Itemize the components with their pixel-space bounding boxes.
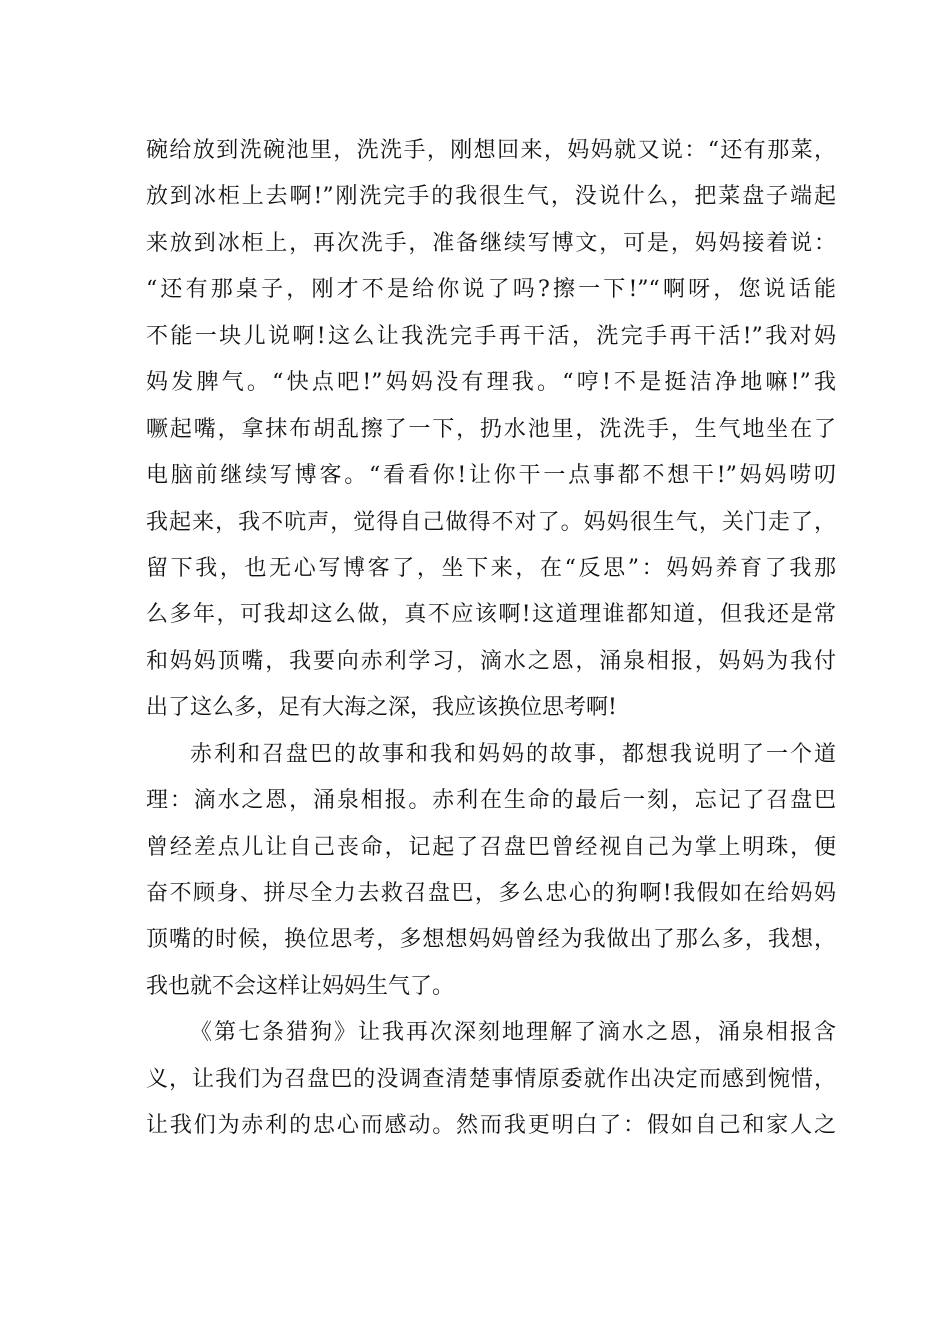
text-line: 留下我，也无心写博客了，坐下来，在“反思”：妈妈养育了我那 [146, 555, 836, 581]
text-line: 电脑前继续写博客。“看看你!让你干一点事都不想干!”妈妈唠叨 [146, 463, 836, 489]
text-line: 不能一块儿说啊!这么让我洗完手再干活，洗完手再干活!”我对妈 [146, 323, 836, 349]
text-line: 么多年，可我却这么做，真不应该啊!这道理谁都知道，但我还是常 [146, 602, 836, 628]
text-line: 《第七条猎狗》让我再次深刻地理解了滴水之恩，涌泉相报含 [190, 1020, 836, 1046]
text-line: 和妈妈顶嘴，我要向赤利学习，滴水之恩，涌泉相报，妈妈为我付 [146, 648, 836, 674]
text-line: 赤利和召盘巴的故事和我和妈妈的故事，都想我说明了一个道 [190, 741, 836, 767]
text-line: 妈发脾气。“快点吧!”妈妈没有理我。“哼!不是挺洁净地嘛!”我 [146, 370, 836, 396]
text-line: 我起来，我不吭声，觉得自己做得不对了。妈妈很生气，关门走了， [146, 509, 836, 535]
body-text [146, 128, 836, 1150]
text-line: 奋不顾身、拼尽全力去救召盘巴，多么忠心的狗啊!我假如在给妈妈 [146, 881, 836, 906]
paragraph-1 [146, 128, 836, 732]
text-line: 噘起嘴，拿抹布胡乱擦了一下，扔水池里，洗洗手，生气地坐在了 [146, 416, 836, 442]
text-line: 碗给放到洗碗池里，洗洗手，刚想回来，妈妈就又说：“还有那菜， [146, 138, 836, 163]
text-line: “还有那桌子，刚才不是给你说了吗?擦一下!”“啊呀，您说话能 [146, 277, 836, 303]
paragraph-3 [146, 1010, 836, 1149]
text-line: 我也就不会这样让妈妈生气了。 [146, 973, 455, 999]
text-line: 放到冰柜上去啊!”刚洗完手的我很生气，没说什么，把菜盘子端起 [146, 184, 836, 210]
text-line: 让我们为赤利的忠心而感动。然而我更明白了：假如自己和家人之 [146, 1113, 836, 1139]
text-line: 顶嘴的时候，换位思考，多想想妈妈曾经为我做出了那么多，我想， [146, 927, 836, 953]
text-line: 义，让我们为召盘巴的没调查清楚事情原委就作出决定而感到惋惜， [146, 1066, 836, 1092]
text-line: 出了这么多，足有大海之深，我应该换位思考啊! [146, 695, 617, 721]
text-line: 来放到冰柜上，再次洗手，准备继续写博文，可是，妈妈接着说： [146, 230, 836, 256]
text-line: 曾经差点儿让自己丧命，记起了召盘巴曾经视自己为掌上明珠，便 [146, 834, 836, 860]
text-line: 理：滴水之恩，涌泉相报。赤利在生命的最后一刻，忘记了召盘巴 [146, 788, 836, 814]
paragraph-2 [146, 732, 836, 1011]
